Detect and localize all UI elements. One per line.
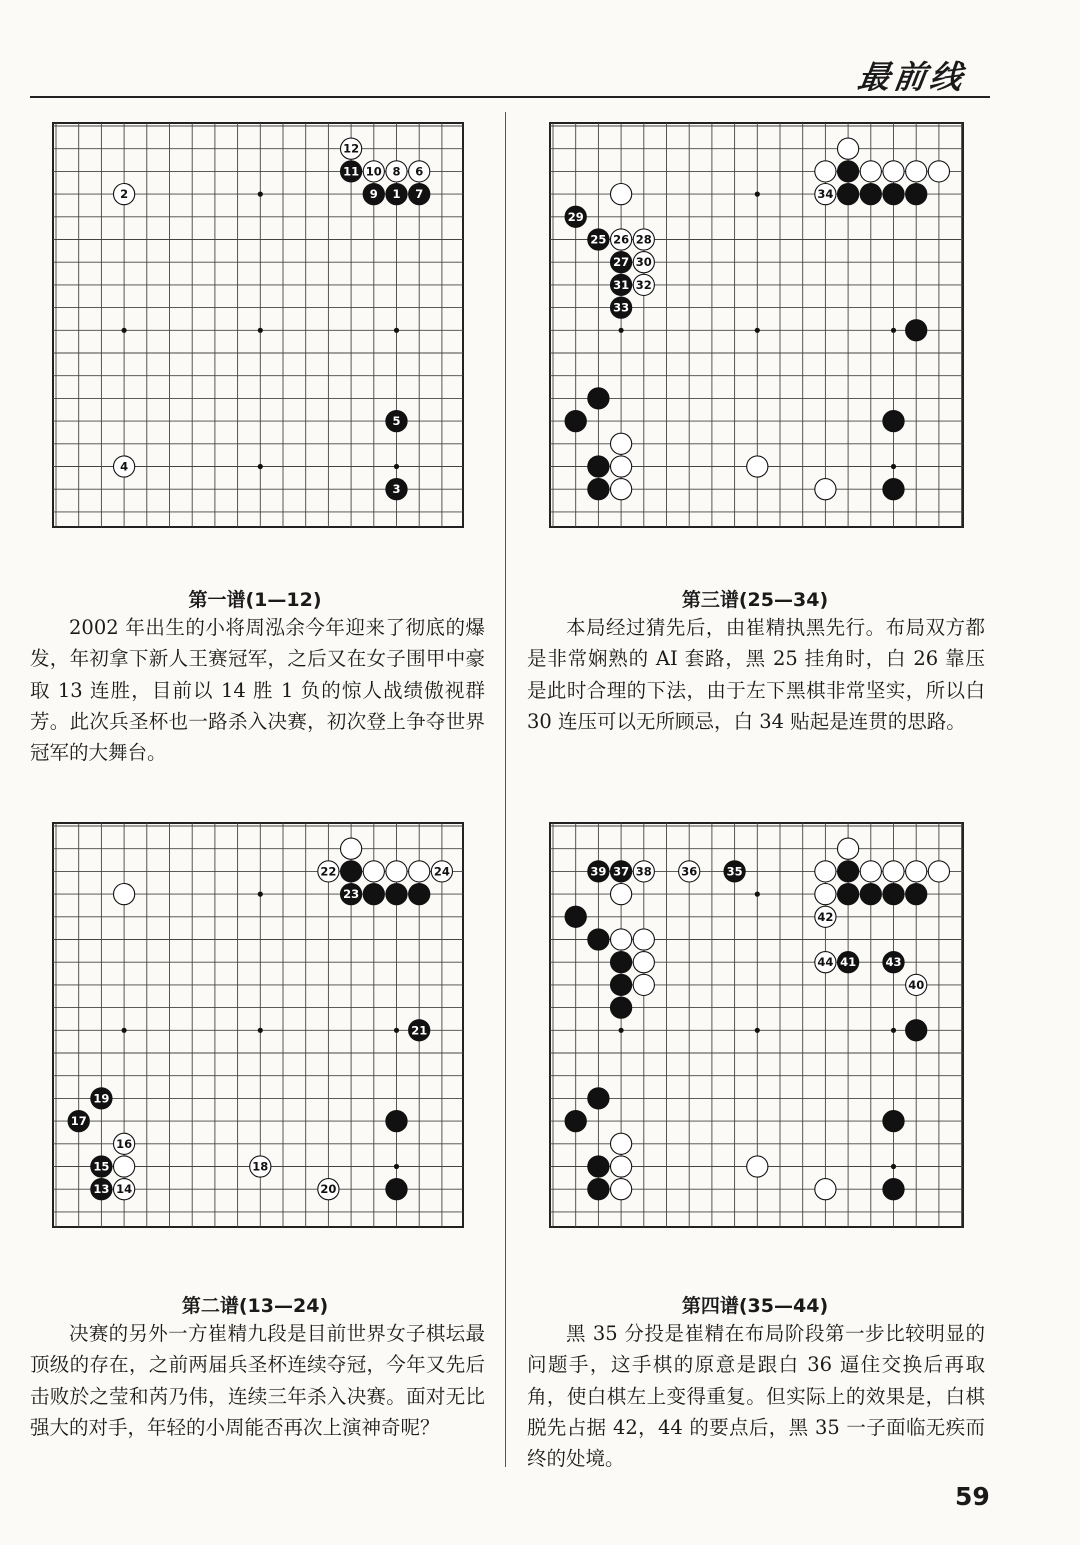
black-stone: [838, 884, 859, 905]
star-point: [755, 192, 760, 197]
black-stone: [724, 861, 745, 882]
black-stone: [906, 1020, 927, 1041]
move-number: 36: [681, 864, 698, 879]
star-point: [755, 892, 760, 897]
black-stone: [409, 1020, 430, 1041]
move-number: 22: [320, 864, 337, 879]
white-stone: [883, 161, 904, 182]
move-number: 9: [369, 187, 378, 202]
white-stone: [611, 479, 632, 500]
black-stone: [588, 456, 609, 477]
white-stone: [838, 838, 859, 859]
star-point: [122, 1028, 127, 1033]
star-point: [891, 464, 896, 469]
star-point: [258, 1028, 263, 1033]
star-point: [394, 328, 399, 333]
white-stone: [815, 1179, 836, 1200]
white-stone: [906, 161, 927, 182]
black-stone: [341, 861, 362, 882]
column-divider: [505, 112, 506, 1467]
move-number: 12: [343, 141, 360, 156]
move-number: 3: [392, 482, 401, 497]
star-point: [891, 328, 896, 333]
move-number: 29: [567, 209, 584, 224]
go-diagram-4: [549, 822, 964, 1228]
move-number: 34: [817, 187, 834, 202]
white-stone: [860, 861, 881, 882]
white-stone: [114, 884, 135, 905]
go-diagram-1: [52, 122, 464, 528]
white-stone: [611, 1133, 632, 1154]
black-stone: [860, 184, 881, 205]
move-number: 32: [635, 277, 652, 292]
black-stone: [883, 884, 904, 905]
diagram-4-paragraph: 黑 35 分投是崔精在布局阶段第一步比较明显的问题手，这手棋的原意是跟白 36 逼住交换后再取角，使白棋左上变得重复。但实际上的效果是，白棋脱先占据 42，44 的要点后，黑 35 一子面临无疾而终的处境。: [527, 1322, 985, 1471]
black-stone: [611, 997, 632, 1018]
diagram-4-caption: 第四谱(35—44): [681, 1295, 829, 1317]
white-stone: [815, 861, 836, 882]
white-stone: [363, 861, 384, 882]
header-rule: [30, 96, 990, 98]
white-stone: [611, 433, 632, 454]
white-stone: [633, 952, 654, 973]
go-board-4: [549, 822, 964, 1228]
black-stone: [91, 1179, 112, 1200]
white-stone: [318, 861, 339, 882]
white-stone: [633, 274, 654, 295]
move-number: 25: [590, 232, 607, 247]
move-number: 35: [726, 864, 743, 879]
move-number: 6: [415, 164, 424, 179]
move-number: 16: [116, 1136, 133, 1151]
diagram-3-paragraph: 本局经过猜先后，由崔精执黑先行。布局双方都是非常娴熟的 AI 套路，黑 25 挂角时，白 26 靠压是此时合理的下法，由于左下黑棋非常坚实，所以白 30 连压可以无所顾忌，白 34 贴起是连贯的思路。: [527, 616, 985, 733]
black-stone: [588, 479, 609, 500]
move-number: 24: [433, 864, 450, 879]
black-stone: [883, 184, 904, 205]
white-stone: [250, 1156, 271, 1177]
diagram-1-caption: 第一谱(1—12): [188, 589, 322, 611]
move-number: 43: [885, 955, 902, 970]
move-number: 28: [635, 232, 652, 247]
white-stone: [633, 929, 654, 950]
white-stone: [341, 838, 362, 859]
move-number: 1: [392, 187, 401, 202]
star-point: [394, 464, 399, 469]
move-number: 38: [635, 864, 652, 879]
white-stone: [114, 456, 135, 477]
white-stone: [633, 861, 654, 882]
white-stone: [114, 1133, 135, 1154]
white-stone: [928, 861, 949, 882]
black-stone: [386, 479, 407, 500]
black-stone: [565, 411, 586, 432]
white-stone: [611, 229, 632, 250]
black-stone: [386, 884, 407, 905]
move-number: 23: [343, 887, 360, 902]
magazine-logo: 最前线: [855, 58, 969, 96]
move-number: 13: [93, 1182, 110, 1197]
black-stone: [838, 861, 859, 882]
black-stone: [611, 952, 632, 973]
star-point: [258, 328, 263, 333]
black-stone: [611, 297, 632, 318]
star-point: [258, 464, 263, 469]
white-stone: [928, 161, 949, 182]
black-stone: [838, 184, 859, 205]
white-stone: [633, 252, 654, 273]
white-stone: [679, 861, 700, 882]
move-number: 21: [411, 1023, 428, 1038]
move-number: 20: [320, 1182, 337, 1197]
go-board-1: [52, 122, 464, 528]
page-number: 59: [955, 1482, 990, 1511]
black-stone: [386, 411, 407, 432]
move-number: 2: [120, 187, 129, 202]
black-stone: [588, 1156, 609, 1177]
move-number: 31: [613, 277, 630, 292]
white-stone: [114, 184, 135, 205]
black-stone: [409, 884, 430, 905]
black-stone: [906, 184, 927, 205]
black-stone: [588, 929, 609, 950]
black-stone: [883, 1179, 904, 1200]
star-point: [122, 328, 127, 333]
black-stone: [588, 861, 609, 882]
diagram-1-paragraph: 2002 年出生的小将周泓余今年迎来了彻底的爆发，年初拿下新人王赛冠军，之后又在女子围甲中豪取 13 连胜，目前以 14 胜 1 负的惊人战绩傲视群芳。此次兵圣杯也一路杀入决赛，初次登上争夺世界冠军的大舞台。: [30, 616, 485, 765]
white-stone: [611, 884, 632, 905]
star-point: [258, 192, 263, 197]
white-stone: [611, 1156, 632, 1177]
go-diagram-2: [52, 822, 464, 1228]
white-stone: [633, 974, 654, 995]
move-number: 39: [590, 864, 607, 879]
black-stone: [386, 1111, 407, 1132]
diagram-2-caption: 第二谱(13—24): [181, 1295, 329, 1317]
star-point: [755, 328, 760, 333]
move-number: 37: [613, 864, 630, 879]
diagram-2-paragraph: 决赛的另外一方崔精九段是目前世界女子棋坛最顶级的存在，之前两届兵圣杯连续夺冠，今年又先后击败於之莹和芮乃伟，连续三年杀入决赛。面对无比强大的对手，年轻的小周能否再次上演神奇呢？: [30, 1322, 485, 1439]
black-stone: [91, 1088, 112, 1109]
white-stone: [318, 1179, 339, 1200]
star-point: [619, 328, 624, 333]
black-stone: [883, 1111, 904, 1132]
diagram-3-caption: 第三谱(25—34): [681, 589, 829, 611]
black-stone: [409, 184, 430, 205]
black-stone: [883, 411, 904, 432]
white-stone: [747, 1156, 768, 1177]
star-point: [755, 1028, 760, 1033]
white-stone: [386, 861, 407, 882]
black-stone: [91, 1156, 112, 1177]
black-stone: [565, 206, 586, 227]
black-stone: [611, 861, 632, 882]
black-stone: [906, 320, 927, 341]
white-stone: [906, 861, 927, 882]
move-number: 30: [635, 255, 652, 270]
black-stone: [386, 1179, 407, 1200]
black-stone: [883, 479, 904, 500]
black-stone: [363, 884, 384, 905]
white-stone: [611, 456, 632, 477]
black-stone: [363, 184, 384, 205]
move-number: 27: [613, 255, 630, 270]
black-stone: [341, 161, 362, 182]
move-number: 15: [93, 1159, 110, 1174]
white-stone: [815, 952, 836, 973]
white-stone: [815, 161, 836, 182]
black-stone: [341, 884, 362, 905]
move-number: 33: [613, 300, 630, 315]
white-stone: [860, 161, 881, 182]
star-point: [258, 892, 263, 897]
white-stone: [747, 456, 768, 477]
white-stone: [386, 161, 407, 182]
white-stone: [815, 479, 836, 500]
black-stone: [68, 1111, 89, 1132]
black-stone: [565, 906, 586, 927]
move-number: 26: [613, 232, 630, 247]
white-stone: [114, 1156, 135, 1177]
move-number: 18: [252, 1159, 269, 1174]
black-stone: [588, 229, 609, 250]
white-stone: [906, 974, 927, 995]
black-stone: [906, 884, 927, 905]
go-board-3: [549, 122, 964, 528]
black-stone: [860, 884, 881, 905]
move-number: 42: [817, 909, 834, 924]
go-diagram-3: [549, 122, 964, 528]
white-stone: [409, 161, 430, 182]
black-stone: [883, 952, 904, 973]
move-number: 7: [415, 187, 424, 202]
white-stone: [815, 184, 836, 205]
black-stone: [386, 184, 407, 205]
white-stone: [431, 861, 452, 882]
move-number: 44: [817, 955, 834, 970]
go-board-2: [52, 822, 464, 1228]
move-number: 11: [343, 164, 360, 179]
black-stone: [588, 1088, 609, 1109]
white-stone: [838, 138, 859, 159]
black-stone: [611, 252, 632, 273]
move-number: 19: [93, 1091, 110, 1106]
white-stone: [611, 929, 632, 950]
black-stone: [838, 952, 859, 973]
move-number: 40: [908, 977, 925, 992]
white-stone: [815, 906, 836, 927]
move-number: 41: [840, 955, 857, 970]
white-stone: [114, 1179, 135, 1200]
star-point: [891, 1164, 896, 1169]
move-number: 8: [392, 164, 401, 179]
black-stone: [838, 161, 859, 182]
white-stone: [815, 884, 836, 905]
white-stone: [341, 138, 362, 159]
white-stone: [633, 229, 654, 250]
star-point: [394, 1164, 399, 1169]
move-number: 5: [392, 414, 401, 429]
move-number: 10: [365, 164, 382, 179]
star-point: [619, 1028, 624, 1033]
move-number: 17: [70, 1114, 87, 1129]
black-stone: [611, 274, 632, 295]
black-stone: [588, 388, 609, 409]
black-stone: [565, 1111, 586, 1132]
white-stone: [409, 861, 430, 882]
white-stone: [363, 161, 384, 182]
move-number: 4: [120, 459, 129, 474]
white-stone: [611, 1179, 632, 1200]
white-stone: [883, 861, 904, 882]
white-stone: [611, 184, 632, 205]
star-point: [891, 1028, 896, 1033]
black-stone: [588, 1179, 609, 1200]
black-stone: [611, 974, 632, 995]
star-point: [394, 1028, 399, 1033]
move-number: 14: [116, 1182, 133, 1197]
